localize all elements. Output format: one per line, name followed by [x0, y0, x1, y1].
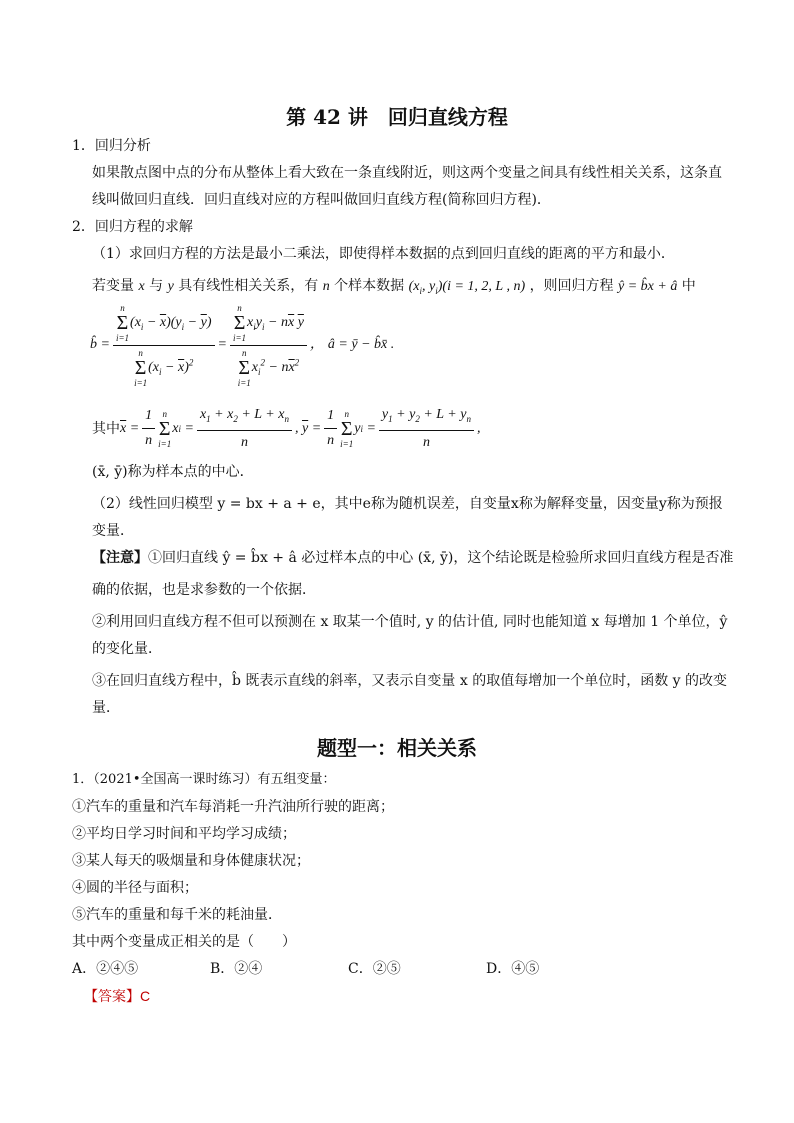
text-run: ，则回归方程 — [529, 278, 614, 294]
note-2-line-1: ②利用回归直线方程不但可以预测在 x 取某一个值时, y 的估计值, 同时也能知道 x 每增加 1 个单位，ŷ — [92, 614, 728, 630]
option-d: D．④⑤ — [486, 961, 540, 977]
option-a: A．②④⑤ — [72, 961, 139, 977]
section-1-paragraph-line-2: 线叫做回归直线．回归直线对应的方程叫做回归直线方程(简称回归方程)． — [92, 192, 551, 208]
fraction-2-numerator: n Σ i=1 $x_iy_i - n\overline{x}$ $\overline{y}$ — [230, 303, 307, 346]
question-item: ②平均日学习时间和平均学习成绩； — [72, 826, 296, 842]
var-y: y — [167, 279, 174, 294]
sum-symbol: n Σ i=1 — [237, 347, 251, 388]
question-item: ①汽车的重量和汽车每消耗一升汽油所行驶的距离； — [72, 799, 394, 815]
linear-model-line-1: （2）线性回归模型 y = bx + a + e，其中e称为随机误差，自变量x称为解释变量，因变量y称为预报 — [92, 496, 723, 512]
note-2-line-2: 的变化量． — [92, 641, 162, 657]
note-tag: 【注意】 — [92, 550, 148, 566]
answer-value: C — [140, 988, 151, 1004]
sum-symbol: n Σ i=1 — [340, 408, 354, 449]
answer-tag: 【答案】 — [84, 989, 140, 1005]
fraction-2-denominator: n Σ i=1 $x_i^2 - n\overline{x}^2$ — [237, 347, 300, 388]
question-item: ④圆的半径与面积； — [72, 880, 198, 896]
question-item: ③某人每天的吸烟量和身体健康状况； — [72, 853, 310, 869]
text-run: 个样本数据 — [334, 278, 405, 294]
page-title: 第 42 讲 回归直线方程 — [286, 105, 508, 129]
regression-equation-math: ŷ = b̂x + â — [618, 279, 678, 294]
formula-a-hat: â = ȳ − b̂x̄ . — [327, 337, 395, 352]
sum-symbol: n Σ i=1 — [232, 302, 247, 343]
question-prompt: 其中两个变量成正相关的是（ ） — [72, 934, 296, 950]
text-run: 若变量 — [92, 278, 134, 294]
text-run: 与 — [149, 278, 164, 294]
answer-line — [84, 986, 150, 1007]
sum-symbol: n Σ i=1 — [158, 408, 172, 449]
section-heading: 题型一：相关关系 — [317, 736, 477, 760]
formula-b-hat — [90, 302, 395, 388]
fraction-one-over-n: $\frac{1}{n}$ — [142, 406, 155, 451]
linear-model-line-2: 变量． — [92, 523, 134, 539]
sample-data-math: ($x_i$, $y_i)(i = 1$, 2, L , n) — [408, 279, 526, 296]
mean-formula-line — [92, 404, 480, 454]
note-1-line-1 — [92, 548, 733, 568]
mean-x-formula: $\overline{x}$ = $\frac{1}{n}$ n Σ i=1 x i = $\frac{x_1 + x_2 + L + x_n}{n}$ , $\overline{y}$ = $\frac{1}{n}$ n Σ i=1 y i = $\frac{y_1 + y_2 + L + y_n}{n}$ , — [120, 405, 480, 454]
fraction-1-denominator: n Σ i=1 $(x_i - \overline{x})^2$ — [134, 347, 194, 388]
sum-symbol: n Σ i=1 — [134, 347, 148, 388]
b-hat-symbol: b̂ = — [90, 337, 110, 352]
note-1-line-2: 确的依据，也是求参数的一个依据． — [92, 582, 316, 598]
question-item: ⑤汽车的重量和每千米的耗油量． — [72, 907, 282, 923]
option-b: B．②④ — [210, 961, 263, 977]
text-run: 中 — [681, 278, 696, 294]
fraction-1-numerator: n Σ i=1 $(x_i - \overline{x})(y_i - \overline{y})$ — [113, 303, 215, 346]
fraction-one-over-n: $\frac{1}{n}$ — [324, 406, 337, 451]
fraction-y-sum: $\frac{y_1 + y_2 + L + y_n}{n}$ — [379, 405, 474, 454]
text-run: 其中 — [92, 421, 120, 437]
section-2-heading: 2．回归方程的求解 — [72, 219, 193, 235]
regression-setup-line — [92, 276, 696, 301]
question-stem: 1．（2021•全国高一课时练习）有五组变量： — [72, 772, 336, 787]
section-1-paragraph-line-1: 如果散点图中点的分布从整体上看大致在一条直线附近，则这两个变量之间具有线性相关关系，这条直 — [92, 165, 722, 181]
equals-sign: = — [217, 337, 227, 352]
text-run: ①回归直线 ŷ = b̂x + â 必过样本点的中心 (x̄, ȳ)，这个结论既是检验所求回归直线方程是否准 — [148, 550, 734, 566]
var-n: n — [322, 279, 330, 294]
note-3-line-2: 量． — [92, 700, 120, 716]
text-run: 具有线性相关关系，有 — [178, 278, 319, 294]
fraction-x-sum: $\frac{x_1 + x_2 + L + x_n}{n}$ — [197, 405, 292, 454]
sum-symbol: n Σ i=1 — [115, 302, 130, 343]
note-3-line-1: ③在回归直线方程中，b̂ 既表示直线的斜率，又表示自变量 x 的取值每增加一个单位时，函数 y 的改变 — [92, 673, 728, 689]
sample-center-line: (x̄, ȳ)称为样本点的中心． — [92, 464, 254, 480]
fraction-1 — [113, 303, 215, 388]
comma: ， — [309, 337, 324, 352]
option-c: C．②⑤ — [348, 961, 401, 977]
section-1-heading: 1．回归分析 — [72, 138, 151, 154]
var-x: x — [138, 279, 145, 294]
fraction-2 — [230, 303, 307, 388]
method-sentence: （1）求回归方程的方法是最小二乘法，即使得样本数据的点到回归直线的距离的平方和最小． — [92, 246, 675, 262]
